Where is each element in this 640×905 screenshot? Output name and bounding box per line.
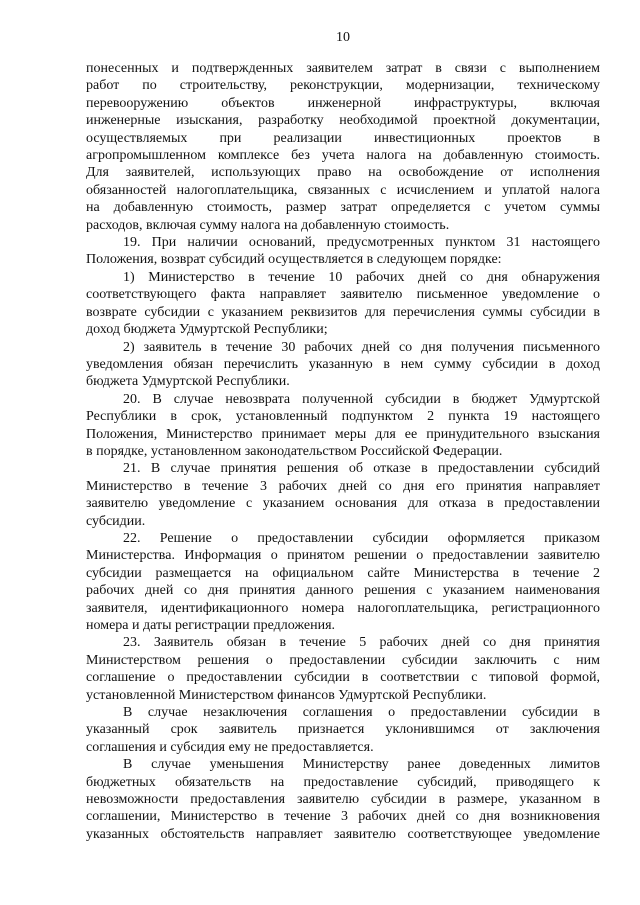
text-line: рабочих дней со дня принятия данного решения с указанием наименования [86, 583, 600, 599]
text-line: 22. Решение о предоставлении субсидии оформляется приказом [123, 530, 600, 546]
paragraph-p19-2 [86, 339, 600, 391]
text-line: 21. В случае принятия решения об отказе в предоставлении субсидий [123, 461, 600, 477]
text-line: соответствующего факта направляет заявителю письменное уведомление о [86, 287, 600, 303]
text-line: осуществляемых при реализации инвестиционных проектов в [86, 130, 600, 146]
text-line: 23. Заявитель обязан в течение 5 рабочих дней со дня принятия [123, 635, 600, 651]
text-line: В случае незаключения соглашения о предоставлении субсидии в [123, 705, 600, 721]
text-line: невозможности предоставления заявителю субсидии в размере, указанном в [86, 792, 600, 808]
text-line: понесенных и подтвержденных заявителем затрат в связи с выполнением [86, 61, 600, 76]
paragraph-p23-a [86, 704, 600, 756]
text-line: расходов, включая сумму налога на добавленную стоимость. [86, 217, 450, 233]
text-line: в порядке, установленном законодательством Российской Федерации. [86, 443, 503, 459]
text-line: В случае уменьшения Министерству ранее доведенных лимитов [123, 757, 600, 773]
text-line: указанных обстоятельств направляет заявителю соответствующее уведомление [86, 826, 600, 842]
text-line: установленной Министерством финансов Удмуртской Республики. [86, 687, 487, 703]
text-line: указанный срок заявитель признается уклонившимся от заключения [86, 722, 600, 738]
text-line: Положения, возврат субсидий осуществляется в следующем порядке: [86, 252, 502, 268]
text-line: бюджетных обязательств на предоставление субсидий, приводящего к [86, 774, 600, 790]
text-line: 19. При наличии оснований, предусмотренных пунктом 31 настоящего [123, 235, 600, 251]
text-line: 1) Министерство в течение 10 рабочих дней со дня обнаружения [123, 269, 600, 285]
paragraph-p21 [86, 460, 600, 530]
paragraph-p23 [86, 634, 600, 704]
text-line: 20. В случае невозврата полученной субсидии в бюджет Удмуртской [123, 391, 600, 407]
text-line: Положения, Министерство принимает меры для ее принудительного взыскания [86, 426, 600, 442]
text-line: субсидии размещается на официальном сайте Министерства в течение 2 [86, 565, 600, 581]
text-line: инженерные изыскания, разработку необходимой проектной документации, [86, 113, 600, 129]
page-number: 10 [336, 30, 350, 45]
text-line: доход бюджета Удмуртской Республики; [86, 322, 328, 338]
text-line: бюджета Удмуртской Республики. [86, 374, 290, 390]
text-line: 2) заявитель в течение 30 рабочих дней со дня получения письменного [123, 339, 600, 355]
text-line: Министерством решения о предоставлении субсидии заключить с ним [86, 652, 600, 668]
paragraph-p23-b [86, 756, 600, 843]
text-line: соглашение о предоставлении субсидии в соответствии с типовой формой, [86, 670, 600, 686]
paragraph-p22 [86, 530, 600, 634]
document-body [86, 60, 600, 843]
text-line: Министерства. Информация о принятом решении о предоставлении заявителю [86, 548, 600, 564]
text-line: возврате субсидии с указанием реквизитов для перечисления суммы субсидии в [86, 304, 600, 320]
text-line: работ по строительству, реконструкции, модернизации, техническому [86, 78, 600, 94]
paragraph-p19 [86, 234, 600, 269]
text-line: заявителя, идентификационного номера налогоплательщика, регистрационного [86, 600, 600, 616]
text-line: агропромышленном комплексе без учета налога на добавленную стоимость. [86, 148, 600, 164]
text-line: обязанностей налогоплательщика, связанных с исчислением и уплатой налога [86, 182, 600, 198]
paragraph-p19-1 [86, 269, 600, 339]
text-line: субсидии. [86, 513, 146, 529]
text-line: на добавленную стоимость, размер затрат определяется с учетом суммы [86, 200, 600, 216]
text-line: уведомления обязан перечислить указанную в нем сумму субсидии в доход [86, 356, 600, 372]
text-line: перевооружению объектов инженерной инфраструктуры, включая [86, 95, 600, 111]
text-line: соглашении, Министерство в течение 3 рабочих дней со дня возникновения [86, 809, 600, 825]
paragraph-p0 [86, 60, 600, 234]
text-line: Для заявителей, использующих право на освобождение от исполнения [86, 165, 600, 181]
text-line: Министерство в течение 3 рабочих дней со дня его принятия направляет [86, 478, 600, 494]
text-line: заявителю уведомление с указанием основания для отказа в предоставлении [86, 496, 600, 512]
text-line: Республики в срок, установленный подпунктом 2 пункта 19 настоящего [86, 409, 600, 425]
paragraph-p20 [86, 391, 600, 461]
text-line: соглашения и субсидия ему не предоставляется. [86, 739, 374, 755]
text-line: номера и даты регистрации предложения. [86, 618, 336, 633]
